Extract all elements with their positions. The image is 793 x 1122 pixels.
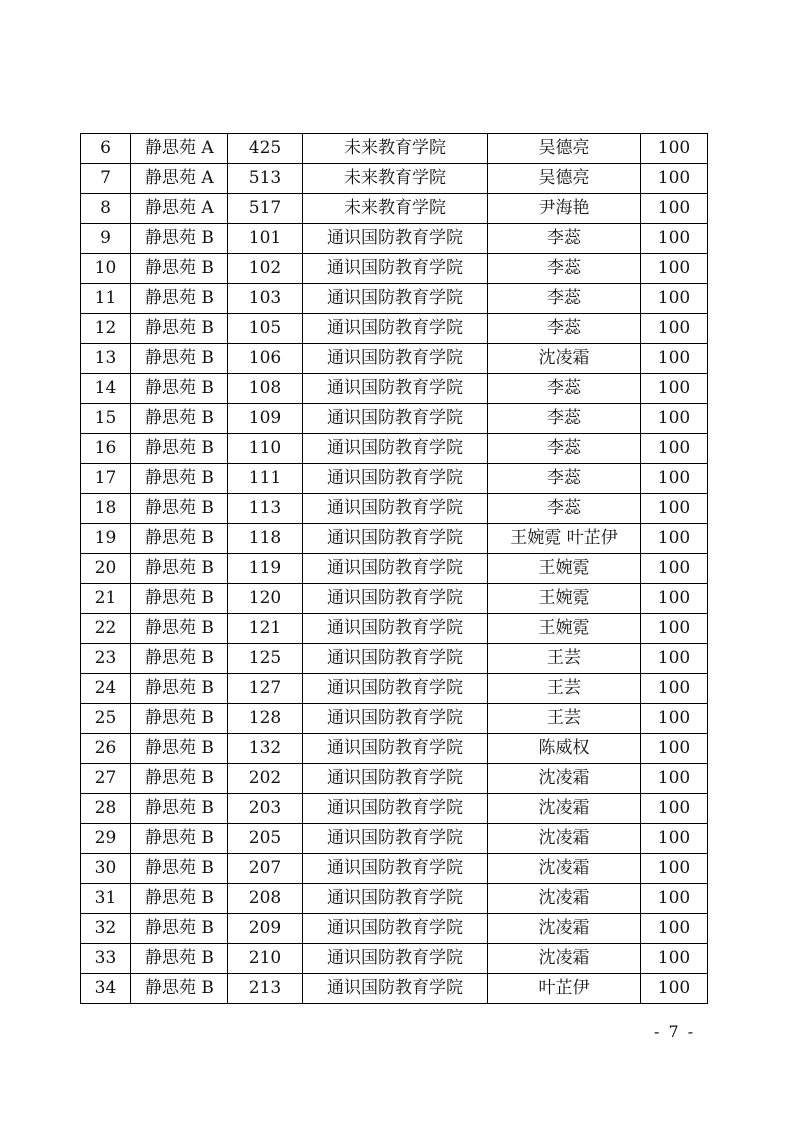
building-cell: 静思苑 B: [131, 644, 228, 674]
score-cell: 100: [641, 884, 708, 914]
table-row: [81, 734, 708, 764]
row-index-cell: 34: [81, 974, 131, 1004]
building-cell: 静思苑 B: [131, 884, 228, 914]
score-cell: 100: [641, 914, 708, 944]
person-cell: 陈威权: [488, 734, 641, 764]
person-cell: 王婉霓: [488, 584, 641, 614]
room-number-cell: 132: [228, 734, 303, 764]
person-cell: 沈凌霜: [488, 824, 641, 854]
college-cell: 通识国防教育学院: [303, 524, 488, 554]
table-row: [81, 314, 708, 344]
room-number-cell: 517: [228, 194, 303, 224]
row-index-cell: 27: [81, 764, 131, 794]
row-index-cell: 32: [81, 914, 131, 944]
score-cell: 100: [641, 224, 708, 254]
score-cell: 100: [641, 944, 708, 974]
table-row: [81, 914, 708, 944]
score-cell: 100: [641, 284, 708, 314]
person-cell: 李蕊: [488, 374, 641, 404]
room-number-cell: 128: [228, 704, 303, 734]
person-cell: 沈凌霜: [488, 944, 641, 974]
room-number-cell: 125: [228, 644, 303, 674]
person-cell: 沈凌霜: [488, 914, 641, 944]
room-number-cell: 118: [228, 524, 303, 554]
table-row: [81, 704, 708, 734]
building-cell: 静思苑 B: [131, 854, 228, 884]
college-cell: 通识国防教育学院: [303, 284, 488, 314]
college-cell: 未来教育学院: [303, 164, 488, 194]
score-cell: 100: [641, 194, 708, 224]
table-row: [81, 944, 708, 974]
row-index-cell: 30: [81, 854, 131, 884]
building-cell: 静思苑 A: [131, 134, 228, 164]
college-cell: 通识国防教育学院: [303, 314, 488, 344]
college-cell: 通识国防教育学院: [303, 614, 488, 644]
building-cell: 静思苑 B: [131, 584, 228, 614]
college-cell: 通识国防教育学院: [303, 404, 488, 434]
room-number-cell: 119: [228, 554, 303, 584]
person-cell: 李蕊: [488, 314, 641, 344]
person-cell: 王婉霓: [488, 614, 641, 644]
person-cell: 王芸: [488, 704, 641, 734]
building-cell: 静思苑 B: [131, 674, 228, 704]
college-cell: 通识国防教育学院: [303, 374, 488, 404]
building-cell: 静思苑 B: [131, 404, 228, 434]
score-cell: 100: [641, 644, 708, 674]
table-row: [81, 884, 708, 914]
person-cell: 沈凌霜: [488, 854, 641, 884]
college-cell: 通识国防教育学院: [303, 974, 488, 1004]
row-index-cell: 12: [81, 314, 131, 344]
room-number-cell: 109: [228, 404, 303, 434]
row-index-cell: 26: [81, 734, 131, 764]
room-number-cell: 425: [228, 134, 303, 164]
room-number-cell: 120: [228, 584, 303, 614]
building-cell: 静思苑 B: [131, 704, 228, 734]
college-cell: 通识国防教育学院: [303, 854, 488, 884]
table-row: [81, 194, 708, 224]
room-number-cell: 101: [228, 224, 303, 254]
score-cell: 100: [641, 314, 708, 344]
room-number-cell: 106: [228, 344, 303, 374]
score-cell: 100: [641, 164, 708, 194]
person-cell: 沈凌霜: [488, 764, 641, 794]
table-row: [81, 284, 708, 314]
table-row: [81, 374, 708, 404]
score-cell: 100: [641, 344, 708, 374]
score-cell: 100: [641, 434, 708, 464]
building-cell: 静思苑 B: [131, 734, 228, 764]
score-cell: 100: [641, 464, 708, 494]
table-row: [81, 674, 708, 704]
room-number-cell: 207: [228, 854, 303, 884]
building-cell: 静思苑 B: [131, 524, 228, 554]
row-index-cell: 33: [81, 944, 131, 974]
row-index-cell: 9: [81, 224, 131, 254]
building-cell: 静思苑 B: [131, 284, 228, 314]
score-cell: 100: [641, 704, 708, 734]
building-cell: 静思苑 B: [131, 314, 228, 344]
college-cell: 通识国防教育学院: [303, 734, 488, 764]
building-cell: 静思苑 B: [131, 914, 228, 944]
person-cell: 王芸: [488, 674, 641, 704]
score-cell: 100: [641, 134, 708, 164]
table-row: [81, 404, 708, 434]
score-cell: 100: [641, 404, 708, 434]
row-index-cell: 23: [81, 644, 131, 674]
table-row: [81, 254, 708, 284]
person-cell: 沈凌霜: [488, 794, 641, 824]
table-row: [81, 644, 708, 674]
college-cell: 通识国防教育学院: [303, 224, 488, 254]
building-cell: 静思苑 A: [131, 164, 228, 194]
room-number-cell: 108: [228, 374, 303, 404]
table-row: [81, 824, 708, 854]
room-number-cell: 210: [228, 944, 303, 974]
row-index-cell: 22: [81, 614, 131, 644]
score-cell: 100: [641, 824, 708, 854]
row-index-cell: 11: [81, 284, 131, 314]
row-index-cell: 18: [81, 494, 131, 524]
building-cell: 静思苑 B: [131, 374, 228, 404]
room-number-cell: 513: [228, 164, 303, 194]
score-cell: 100: [641, 764, 708, 794]
table-row: [81, 854, 708, 884]
table-row: [81, 134, 708, 164]
room-number-cell: 113: [228, 494, 303, 524]
person-cell: 王芸: [488, 644, 641, 674]
college-cell: 通识国防教育学院: [303, 824, 488, 854]
room-number-cell: 127: [228, 674, 303, 704]
table-row: [81, 224, 708, 254]
college-cell: 通识国防教育学院: [303, 644, 488, 674]
table-row: [81, 434, 708, 464]
row-index-cell: 28: [81, 794, 131, 824]
table-row: [81, 494, 708, 524]
room-number-cell: 121: [228, 614, 303, 644]
college-cell: 未来教育学院: [303, 194, 488, 224]
table-row: [81, 554, 708, 584]
row-index-cell: 17: [81, 464, 131, 494]
score-cell: 100: [641, 734, 708, 764]
person-cell: 李蕊: [488, 434, 641, 464]
table-row: [81, 584, 708, 614]
person-cell: 李蕊: [488, 464, 641, 494]
room-number-cell: 203: [228, 794, 303, 824]
building-cell: 静思苑 B: [131, 254, 228, 284]
score-cell: 100: [641, 614, 708, 644]
row-index-cell: 25: [81, 704, 131, 734]
table-row: [81, 794, 708, 824]
row-index-cell: 8: [81, 194, 131, 224]
person-cell: 李蕊: [488, 224, 641, 254]
college-cell: 未来教育学院: [303, 134, 488, 164]
row-index-cell: 14: [81, 374, 131, 404]
room-number-cell: 202: [228, 764, 303, 794]
row-index-cell: 10: [81, 254, 131, 284]
college-cell: 通识国防教育学院: [303, 254, 488, 284]
college-cell: 通识国防教育学院: [303, 794, 488, 824]
score-cell: 100: [641, 584, 708, 614]
person-cell: 沈凌霜: [488, 344, 641, 374]
row-index-cell: 6: [81, 134, 131, 164]
table-row: [81, 764, 708, 794]
building-cell: 静思苑 B: [131, 944, 228, 974]
row-index-cell: 20: [81, 554, 131, 584]
score-cell: 100: [641, 674, 708, 704]
row-index-cell: 16: [81, 434, 131, 464]
college-cell: 通识国防教育学院: [303, 344, 488, 374]
row-index-cell: 29: [81, 824, 131, 854]
building-cell: 静思苑 A: [131, 194, 228, 224]
room-number-cell: 213: [228, 974, 303, 1004]
building-cell: 静思苑 B: [131, 614, 228, 644]
row-index-cell: 15: [81, 404, 131, 434]
building-cell: 静思苑 B: [131, 434, 228, 464]
person-cell: 李蕊: [488, 284, 641, 314]
score-cell: 100: [641, 494, 708, 524]
room-number-cell: 111: [228, 464, 303, 494]
score-cell: 100: [641, 254, 708, 284]
row-index-cell: 13: [81, 344, 131, 374]
college-cell: 通识国防教育学院: [303, 434, 488, 464]
score-cell: 100: [641, 854, 708, 884]
college-cell: 通识国防教育学院: [303, 584, 488, 614]
room-number-cell: 208: [228, 884, 303, 914]
row-index-cell: 31: [81, 884, 131, 914]
college-cell: 通识国防教育学院: [303, 944, 488, 974]
college-cell: 通识国防教育学院: [303, 764, 488, 794]
building-cell: 静思苑 B: [131, 554, 228, 584]
room-number-cell: 205: [228, 824, 303, 854]
person-cell: 吴德亮: [488, 134, 641, 164]
building-cell: 静思苑 B: [131, 794, 228, 824]
building-cell: 静思苑 B: [131, 764, 228, 794]
building-cell: 静思苑 B: [131, 464, 228, 494]
score-cell: 100: [641, 974, 708, 1004]
person-cell: 叶芷伊: [488, 974, 641, 1004]
college-cell: 通识国防教育学院: [303, 914, 488, 944]
room-number-cell: 209: [228, 914, 303, 944]
row-index-cell: 19: [81, 524, 131, 554]
score-cell: 100: [641, 554, 708, 584]
college-cell: 通识国防教育学院: [303, 464, 488, 494]
person-cell: 尹海艳: [488, 194, 641, 224]
person-cell: 李蕊: [488, 494, 641, 524]
page-number: - 7 -: [654, 1022, 696, 1041]
table-row: [81, 164, 708, 194]
building-cell: 静思苑 B: [131, 824, 228, 854]
person-cell: 李蕊: [488, 404, 641, 434]
table-row: [81, 344, 708, 374]
building-cell: 静思苑 B: [131, 974, 228, 1004]
person-cell: 吴德亮: [488, 164, 641, 194]
person-cell: 王婉霓: [488, 554, 641, 584]
building-cell: 静思苑 B: [131, 494, 228, 524]
room-number-cell: 105: [228, 314, 303, 344]
score-cell: 100: [641, 374, 708, 404]
college-cell: 通识国防教育学院: [303, 884, 488, 914]
college-cell: 通识国防教育学院: [303, 674, 488, 704]
score-cell: 100: [641, 524, 708, 554]
college-cell: 通识国防教育学院: [303, 494, 488, 524]
dormitory-table: [80, 133, 708, 1004]
table-row: [81, 974, 708, 1004]
building-cell: 静思苑 B: [131, 224, 228, 254]
table-body: [81, 134, 708, 1004]
table-row: [81, 464, 708, 494]
row-index-cell: 24: [81, 674, 131, 704]
college-cell: 通识国防教育学院: [303, 554, 488, 584]
row-index-cell: 21: [81, 584, 131, 614]
room-number-cell: 103: [228, 284, 303, 314]
person-cell: 王婉霓 叶芷伊: [488, 524, 641, 554]
building-cell: 静思苑 B: [131, 344, 228, 374]
college-cell: 通识国防教育学院: [303, 704, 488, 734]
person-cell: 沈凌霜: [488, 884, 641, 914]
person-cell: 李蕊: [488, 254, 641, 284]
room-number-cell: 102: [228, 254, 303, 284]
table-row: [81, 614, 708, 644]
score-cell: 100: [641, 794, 708, 824]
table-row: [81, 524, 708, 554]
row-index-cell: 7: [81, 164, 131, 194]
room-number-cell: 110: [228, 434, 303, 464]
